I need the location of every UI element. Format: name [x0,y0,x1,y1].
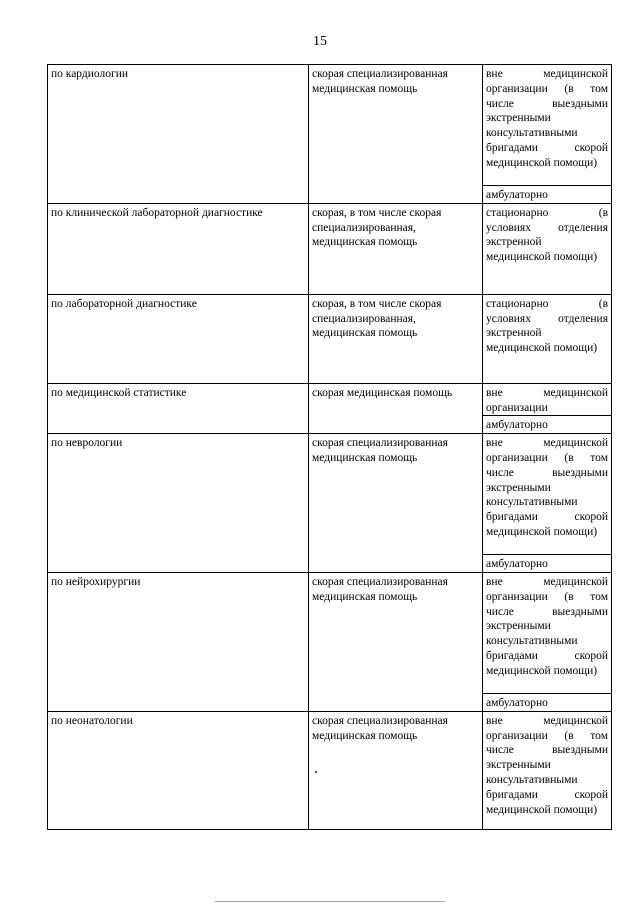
scan-edge-line [215,901,445,902]
table-row [48,434,612,555]
table-row [48,383,612,416]
table-row [48,65,612,186]
condition-cell: амбулаторно [483,555,612,573]
profile-cell: по неонатологии [48,711,309,829]
condition-cell: вне медицинской организации (в том числе выездными экстренными консультативными бригадами скорой медицинской помощи) [483,711,612,829]
care-type-cell: скорая специализированная медицинская помощь [309,65,483,204]
profile-cell: по медицинской статистике [48,383,309,433]
table-row [48,294,612,383]
condition-cell: амбулаторно [483,693,612,711]
profile-cell: по лабораторной диагностике [48,294,309,383]
care-type-cell: скорая специализированная медицинская помощь [309,572,483,711]
condition-cell: вне медицинской организации (в том числе выездными экстренными консультативными бригадами скорой медицинской помощи) [483,65,612,186]
condition-cell: вне медицинской организации [483,383,612,416]
page-number: 15 [313,34,327,49]
care-type-cell: скорая специализированная медицинская помощь [309,711,483,829]
care-type-cell: скорая специализированная медицинская помощь [309,434,483,573]
condition-cell: амбулаторно [483,186,612,204]
table-row [48,203,612,294]
profile-cell: по неврологии [48,434,309,573]
condition-cell: вне медицинской организации (в том числе выездными экстренными консультативными бригадами скорой медицинской помощи) [483,434,612,555]
condition-cell: вне медицинской организации (в том числе выездными экстренными консультативными бригадами скорой медицинской помощи) [483,572,612,693]
care-type-cell: скорая, в том числе скорая специализированная, медицинская помощь [309,203,483,294]
condition-cell: стационарно (в условиях отделения экстренной медицинской помощи) [483,294,612,383]
profile-cell: по клинической лабораторной диагностике [48,203,309,294]
condition-cell: амбулаторно [483,416,612,434]
profile-cell: по нейрохирургии [48,572,309,711]
care-type-cell: скорая, в том числе скорая специализированная, медицинская помощь [309,294,483,383]
table-row [48,572,612,693]
scan-speck [315,771,317,773]
services-table [47,64,612,830]
condition-cell: стационарно (в условиях отделения экстренной медицинской помощи) [483,203,612,294]
care-type-cell: скорая медицинская помощь [309,383,483,433]
profile-cell: по кардиологии [48,65,309,204]
table-row [48,711,612,829]
